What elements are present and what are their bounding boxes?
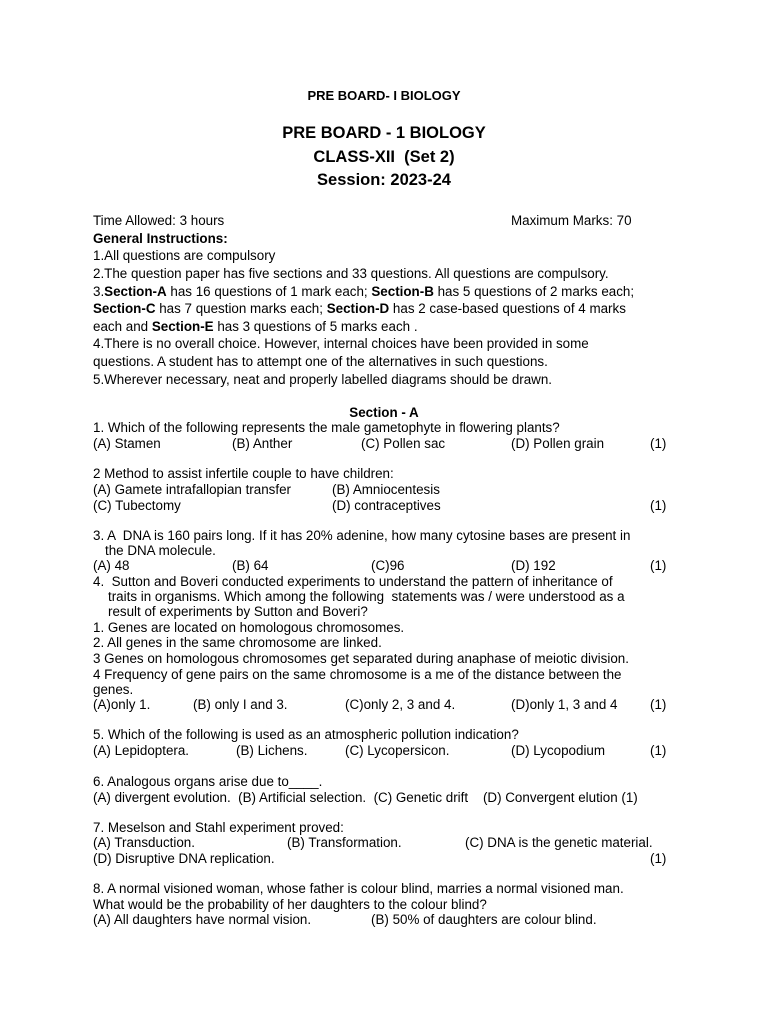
question-8-line-1: 8. A normal visioned woman, whose father is colour blind, marries a normal visioned man.	[93, 881, 624, 896]
q2-option-b: (B) Amniocentesis	[332, 482, 440, 497]
q7-option-d: (D) Disruptive DNA replication.	[93, 851, 275, 866]
time-allowed: Time Allowed: 3 hours	[93, 213, 225, 228]
q4-statement-2: 2. All genes in the same chromosome are linked.	[93, 635, 382, 650]
q3-option-a: (A) 48	[93, 558, 130, 573]
question-4-line-2: traits in organisms. Which among the following statements was / were understood as a	[108, 589, 625, 604]
q4-option-c: (C)only 2, 3 and 4.	[345, 697, 456, 712]
q1-marks: (1)	[650, 436, 667, 451]
q5-marks: (1)	[650, 743, 667, 758]
section-c-label: Section-C	[93, 301, 156, 316]
question-6: 6. Analogous organs arise due to____.	[93, 774, 323, 789]
text: has 2 case-based questions of 4 marks	[389, 301, 626, 316]
q2-marks: (1)	[650, 498, 667, 513]
instruction-3-line-3	[93, 319, 418, 334]
question-4-line-1: 4. Sutton and Boveri conducted experiments to understand the pattern of inheritance of	[93, 574, 613, 589]
section-a-heading: Section - A	[349, 405, 419, 420]
q3-option-d: (D) 192	[511, 558, 556, 573]
q2-option-d: (D) contraceptives	[332, 498, 441, 513]
session-title: Session: 2023-24	[317, 171, 451, 189]
q4-statement-4-line-1: 4 Frequency of gene pairs on the same chromosome is a me of the distance between the	[93, 667, 622, 682]
instruction-4-line-2: questions. A student has to attempt one of the alternatives in such questions.	[93, 354, 548, 369]
q4-statement-1: 1. Genes are located on homologous chromosomes.	[93, 620, 405, 635]
q3-option-b: (B) 64	[232, 558, 269, 573]
section-d-label: Section-D	[326, 301, 390, 316]
question-4-line-3: result of experiments by Sutton and Boveri?	[108, 604, 368, 619]
q8-option-a: (A) All daughters have normal vision.	[93, 912, 312, 927]
section-e-label: Section-E	[151, 319, 214, 334]
q1-option-a: (A) Stamen	[93, 436, 161, 451]
question-3-line-1: 3. A DNA is 160 pairs long. If it has 20% adenine, how many cytosine bases are present in	[93, 528, 631, 543]
instruction-1: 1.All questions are compulsory	[93, 248, 276, 263]
maximum-marks: Maximum Marks: 70	[511, 213, 632, 228]
q2-option-a: (A) Gamete intrafallopian transfer	[93, 482, 291, 497]
q6-options: (A) divergent evolution. (B) Artificial selection. (C) Genetic drift (D) Convergent elution (1)	[93, 790, 638, 805]
question-5: 5. Which of the following is used as an atmospheric pollution indication?	[93, 727, 519, 742]
q5-option-a: (A) Lepidoptera.	[93, 743, 190, 758]
question-3-line-2: the DNA molecule.	[105, 543, 216, 558]
instruction-3-line-1	[93, 284, 634, 299]
q1-option-c: (C) Pollen sac	[361, 436, 446, 451]
q5-option-c: (C) Lycopersicon.	[345, 743, 450, 758]
q4-statement-4-line-2: genes.	[93, 682, 134, 697]
class-title: CLASS-XII (Set 2)	[313, 148, 455, 166]
question-2: 2 Method to assist infertile couple to have children:	[93, 466, 394, 481]
q7-option-b: (B) Transformation.	[287, 835, 402, 850]
instruction-3-line-2	[93, 301, 626, 316]
q8-option-b: (B) 50% of daughters are colour blind.	[371, 912, 597, 927]
q4-statement-3: 3 Genes on homologous chromosomes get separated during anaphase of meiotic division.	[93, 651, 629, 666]
question-7: 7. Meselson and Stahl experiment proved:	[93, 820, 344, 835]
q7-option-c: (C) DNA is the genetic material.	[465, 835, 653, 850]
q7-marks: (1)	[650, 851, 667, 866]
text: has 3 questions of 5 marks each .	[213, 319, 418, 334]
q4-marks: (1)	[650, 697, 667, 712]
q2-option-c: (C) Tubectomy	[93, 498, 181, 513]
paper-title: PRE BOARD - 1 BIOLOGY	[282, 124, 486, 142]
text: has 16 questions of 1 mark each;	[166, 284, 372, 299]
text: each and	[93, 319, 152, 334]
instruction-2: 2.The question paper has five sections and 33 questions. All questions are compulsory.	[93, 266, 609, 281]
instructions-heading: General Instructions:	[93, 231, 228, 246]
q5-option-d: (D) Lycopodium	[511, 743, 606, 758]
question-1: 1. Which of the following represents the male gametophyte in flowering plants?	[93, 420, 560, 435]
q4-option-a: (A)only 1.	[93, 697, 151, 712]
q3-option-c: (C)96	[371, 558, 405, 573]
q3-marks: (1)	[650, 558, 667, 573]
text: has 5 questions of 2 marks each;	[433, 284, 635, 299]
q1-option-b: (B) Anther	[232, 436, 293, 451]
instruction-4-line-1: 4.There is no overall choice. However, internal choices have been provided in some	[93, 336, 589, 351]
q7-option-a: (A) Transduction.	[93, 835, 195, 850]
section-b-label: Section-B	[371, 284, 434, 299]
q1-option-d: (D) Pollen grain	[511, 436, 605, 451]
instruction-5: 5.Wherever necessary, neat and properly labelled diagrams should be drawn.	[93, 372, 553, 387]
running-title: PRE BOARD- I BIOLOGY	[307, 88, 461, 103]
text: 3.	[93, 284, 105, 299]
question-8-line-2: What would be the probability of her daughters to the colour blind?	[93, 897, 487, 912]
q5-option-b: (B) Lichens.	[236, 743, 308, 758]
q4-option-d: (D)only 1, 3 and 4	[511, 697, 618, 712]
section-a-label: Section-A	[104, 284, 167, 299]
q4-option-b: (B) only I and 3.	[193, 697, 288, 712]
text: has 7 question marks each;	[155, 301, 327, 316]
